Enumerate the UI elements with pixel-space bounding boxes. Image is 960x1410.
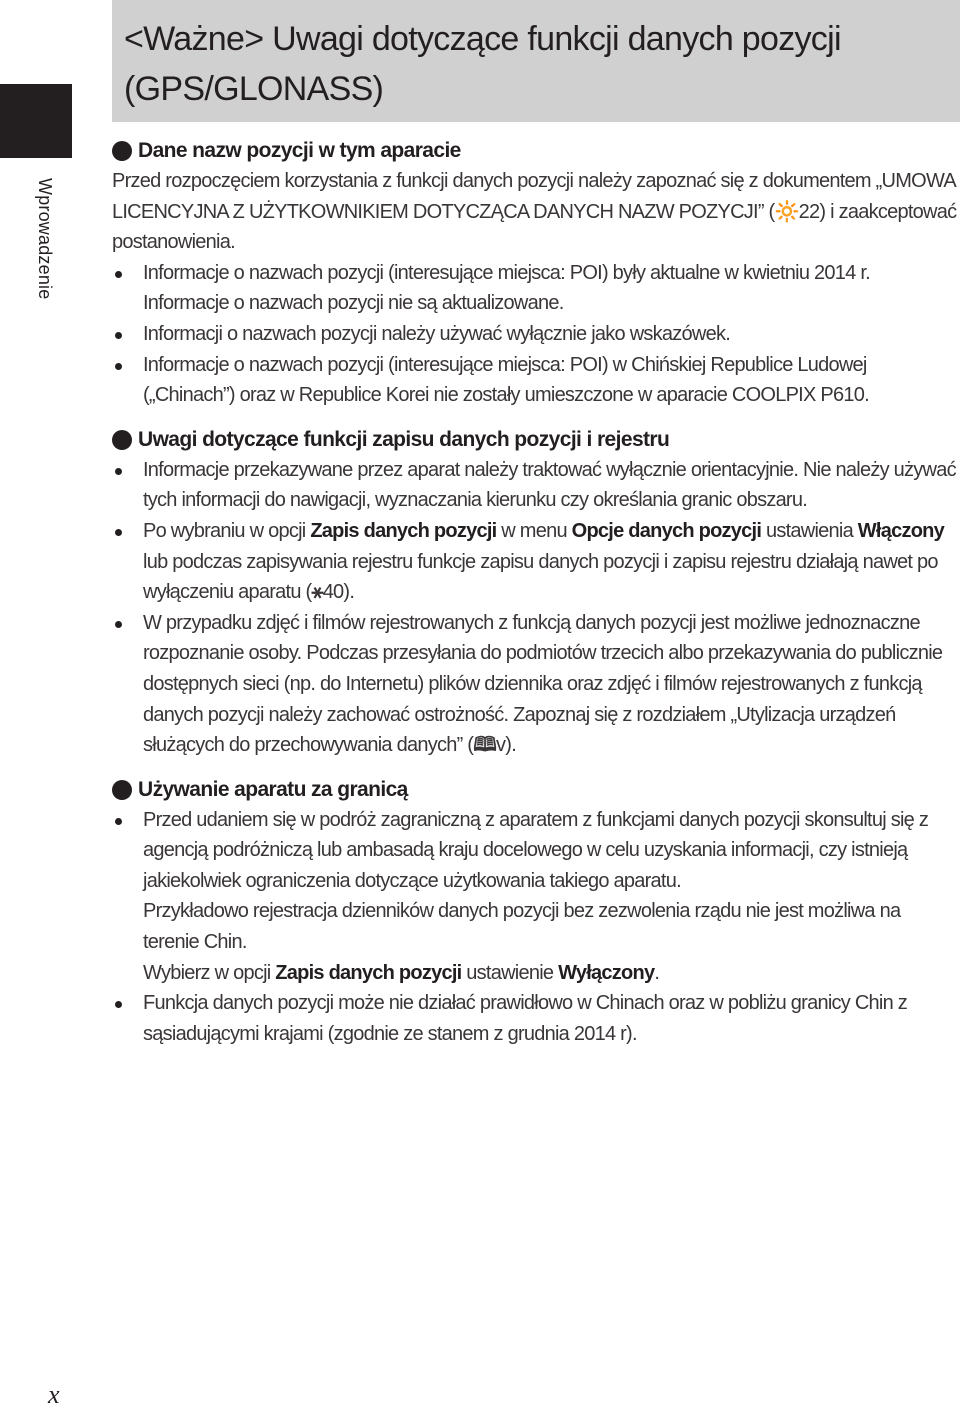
heading-text: Dane nazw pozycji w tym aparacie <box>138 139 461 162</box>
page-title: <Ważne> Uwagi dotyczące funkcji danych pozycji (GPS/GLONASS) <box>124 20 841 108</box>
heading-bullet-icon <box>112 430 132 450</box>
text-run: w menu <box>496 519 572 542</box>
list-item: Informacje o nazwach pozycji (interesujące miejsca: POI) w Chińskiej Republice Ludowej („Chinach”) oraz w Republice Korei nie zostały umieszczone w aparacie COOLPIX P610. <box>112 350 958 411</box>
paragraph-line: Przed udaniem się w podróż zagraniczną z aparatem z funkcjami danych pozycji skonsultuj się z agencją podróżniczą lub ambasadą kraju docelowego w celu uzyskania informacji, czy istnieją jakiekolwiek ograniczenia dotyczące użytkowania takiego aparatu. <box>143 808 929 892</box>
text-run: W przypadku zdjęć i filmów rejestrowanych z funkcją danych pozycji jest możliwe jednoznaczne rozpoznanie osoby. Podczas przesyłania do podmiotów trzecich albo przekazywania do publicznie dostępnych sieci (np. do Internetu) plików dziennika oraz zdjęć i filmów rejestrowanych z funkcją danych pozycji należy zachować ostrożność. Zapoznaj się z rozdziałem „Utylizacja urządzeń służących do przechowywania danych” ( <box>143 611 943 757</box>
title-banner <box>112 0 960 122</box>
reference-section-icon: ⚹ <box>311 581 323 604</box>
heading-bullet-icon <box>112 141 132 161</box>
section1-list <box>112 258 958 411</box>
reference-page-icon: 🔆 <box>774 200 799 223</box>
section-heading-abroad <box>112 775 958 805</box>
list-item: Informacji o nazwach pozycji należy używać wyłącznie jako wskazówek. <box>112 319 958 350</box>
paragraph-line <box>143 958 958 989</box>
intro-text-end: 22) i zaakceptować postanowienia. <box>112 200 957 254</box>
heading-bullet-icon <box>112 780 132 800</box>
text-run: 40). <box>322 581 355 604</box>
setting-value: Wyłączony <box>558 961 655 984</box>
page-content <box>112 136 958 1049</box>
section-heading-location-names <box>112 136 958 166</box>
heading-text: Uwagi dotyczące funkcji zapisu danych pozycji i rejestru <box>138 427 670 451</box>
section3-list <box>112 805 958 1050</box>
section2-list <box>112 455 958 761</box>
section-tab-marker <box>0 84 72 158</box>
text-run: v). <box>496 734 517 757</box>
list-item: Funkcja danych pozycji może nie działać prawidłowo w Chinach oraz w pobliżu granicy Chin z sąsiadującymi krajami (zgodnie ze stanem z grudnia 2014 r). <box>112 988 958 1049</box>
section-heading-recording <box>112 425 958 455</box>
menu-option-name: Zapis danych pozycji <box>310 519 497 542</box>
text-run: ustawienie <box>461 961 559 984</box>
list-item <box>112 516 958 608</box>
intro-text: Przed rozpoczęciem korzystania z funkcji danych pozycji należy zapoznać się z dokumentem „UMOWA LICENCYJNA Z UŻYTKOWNIKIEM DOTYCZĄCA DANYCH NAZW POZYCJI” ( <box>112 170 955 223</box>
text-run: . <box>654 961 660 984</box>
book-reference-icon: 🕮 <box>473 734 497 757</box>
section-tab-label: Wprowadzenie <box>35 178 55 300</box>
text-run: ustawienia <box>761 519 858 542</box>
text-run: Po wybraniu w opcji <box>143 519 311 542</box>
list-item: Informacje przekazywane przez aparat należy traktować wyłącznie orientacyjnie. Nie należy używać tych informacji do nawigacji, wyznaczania kierunku czy określania granic obszaru. <box>112 455 958 516</box>
page-number: x <box>48 1380 60 1409</box>
menu-option-name: Zapis danych pozycji <box>275 961 462 984</box>
menu-name: Opcje danych pozycji <box>571 519 762 542</box>
setting-value: Włączony <box>857 519 945 542</box>
intro-paragraph <box>112 166 958 258</box>
text-run: lub podczas zapisywania rejestru funkcje zapisu danych pozycji i zapisu rejestru działają nawet po wyłączeniu aparatu ( <box>143 550 938 604</box>
list-item <box>112 608 958 761</box>
list-item: Informacje o nazwach pozycji (interesujące miejsca: POI) były aktualne w kwietniu 2014 r. Informacje o nazwach pozycji nie są aktualizowane. <box>112 258 958 319</box>
text-run: Wybierz w opcji <box>143 961 276 984</box>
heading-text: Używanie aparatu za granicą <box>138 777 408 801</box>
list-item <box>112 805 958 989</box>
paragraph-line: Przykładowo rejestracja dzienników danych pozycji bez zezwolenia rządu nie jest możliwa na terenie Chin. <box>143 900 901 954</box>
